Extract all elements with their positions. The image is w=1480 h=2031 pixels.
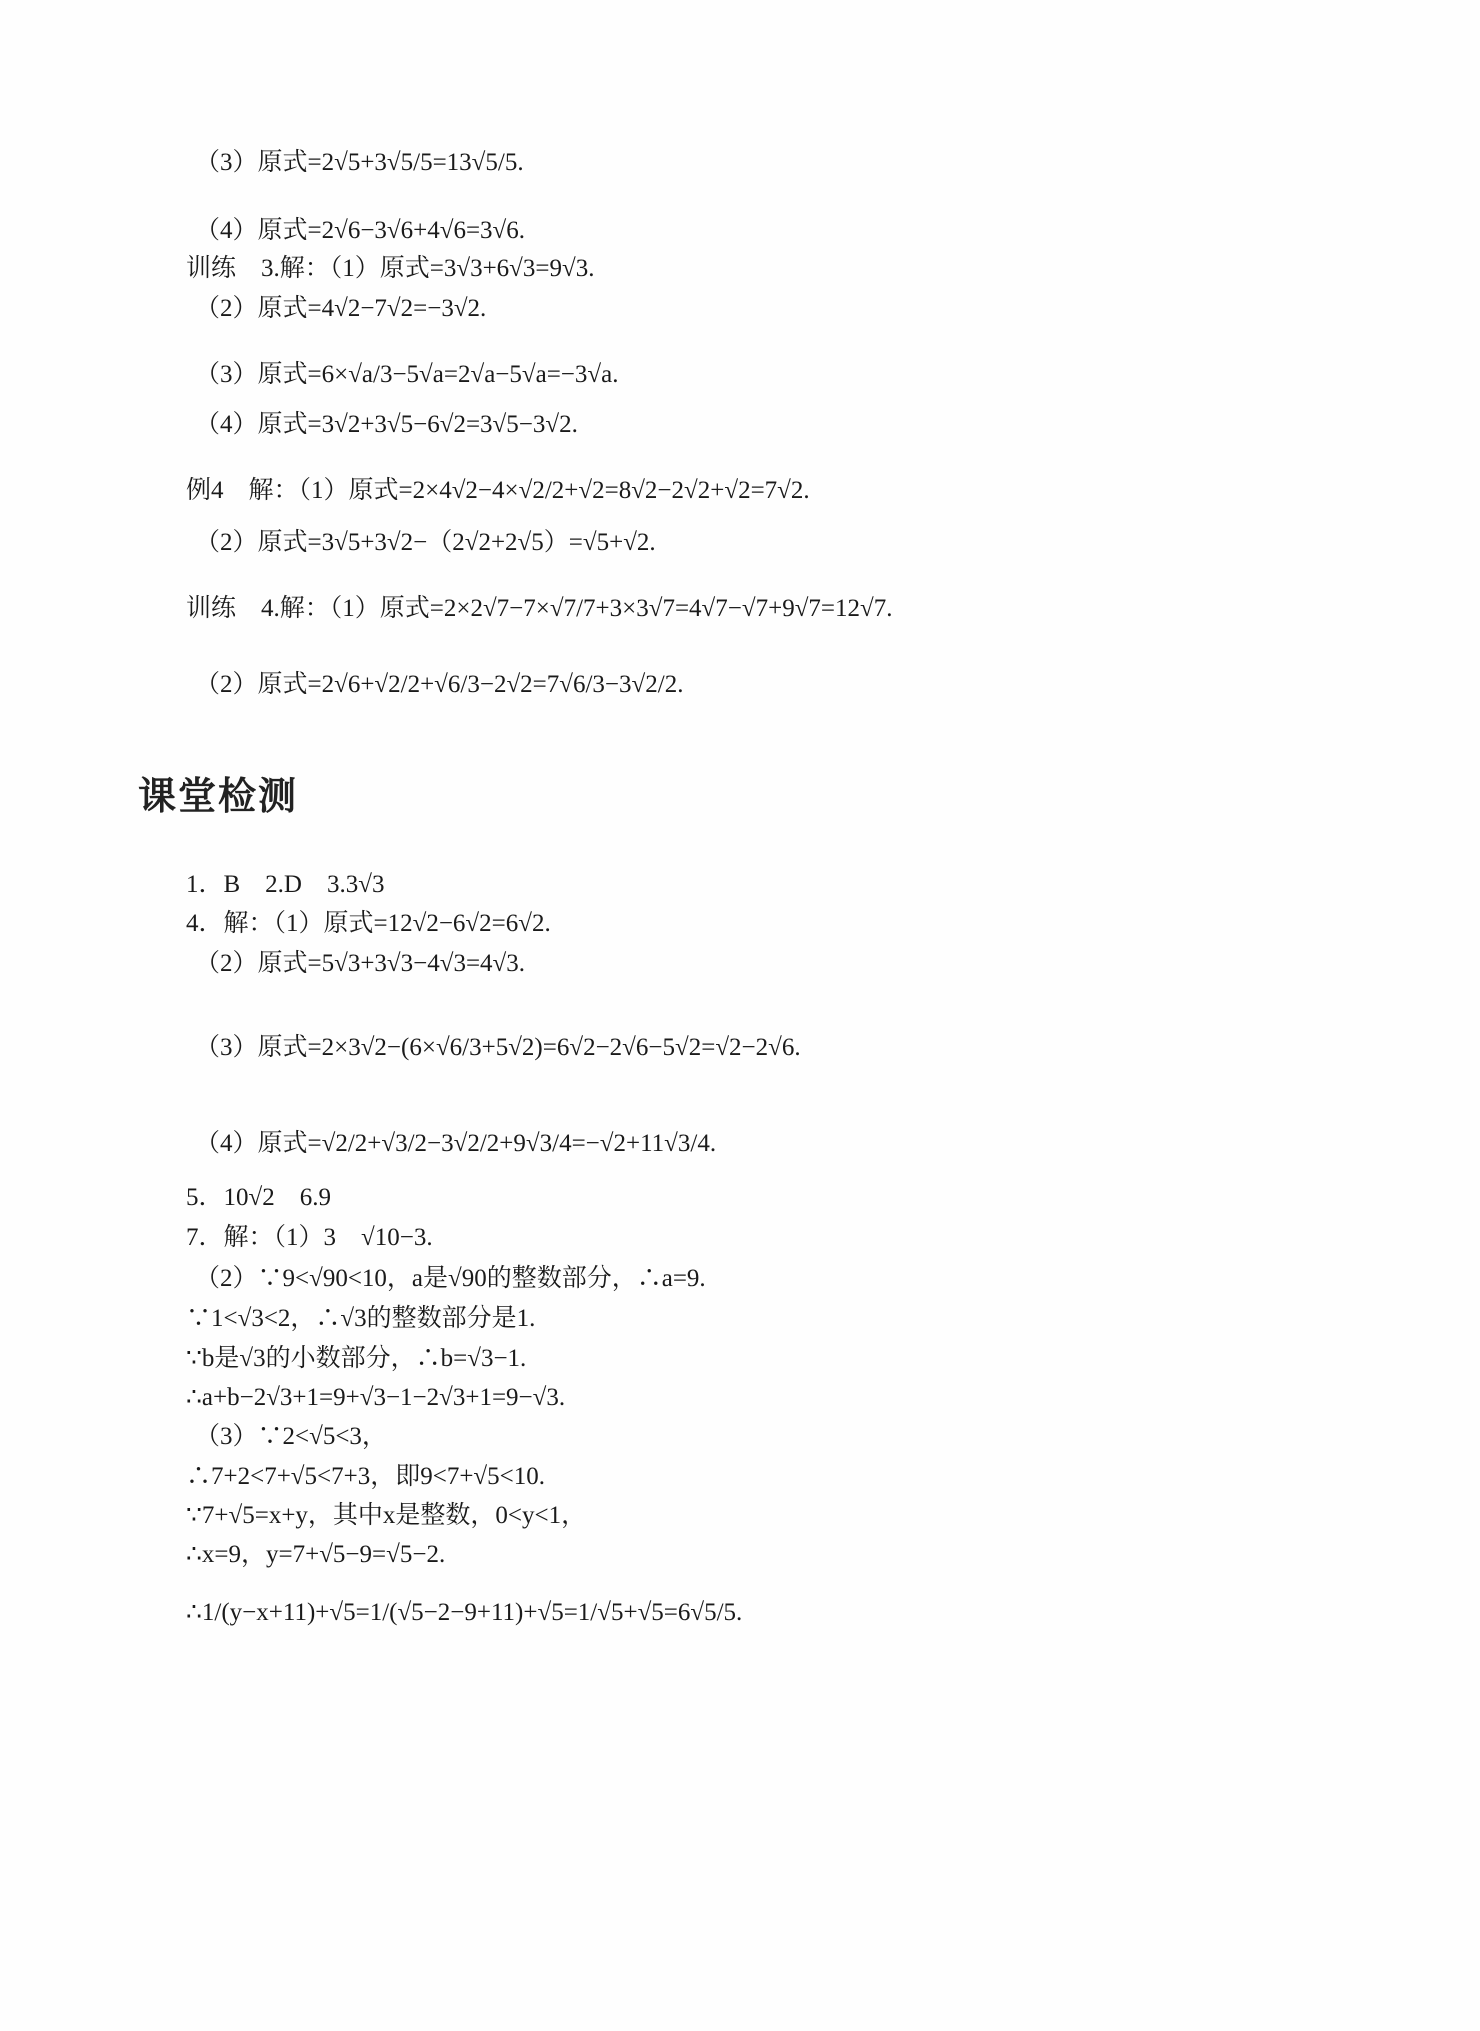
answer-line: （2）原式=5√3+3√3−4√3=4√3. (195, 950, 526, 977)
answer-line: （3）原式=2√5+3√5/5=13√5/5. (195, 149, 524, 176)
answer-line: ∴a+b−2√3+1=9+√3−1−2√3+1=9−√3. (186, 1384, 566, 1411)
answer-line: ∴1/(y−x+11)+√5=1/(√5−2−9+11)+√5=1/√5+√5=6√5/5. (186, 1599, 743, 1626)
answer-line: ∴x=9，y=7+√5−9=√5−2. (186, 1541, 446, 1568)
answer-line: （3）∵2<√5<3， (195, 1423, 387, 1450)
answer-line: （4）原式=3√2+3√5−6√2=3√5−3√2. (195, 411, 578, 438)
answer-line: 例4 解：（1）原式=2×4√2−4×√2/2+√2=8√2−2√2+√2=7√2. (186, 477, 810, 504)
answer-line: （3）原式=2×3√2−(6×√6/3+5√2)=6√2−2√6−5√2=√2−2√6. (195, 1034, 801, 1061)
answer-line: （3）原式=6×√a/3−5√a=2√a−5√a=−3√a. (195, 361, 619, 388)
answer-line: （2）∵9<√90<10，a是√90的整数部分，∴a=9. (195, 1265, 706, 1292)
answer-line: （4）原式=√2/2+√3/2−3√2/2+9√3/4=−√2+11√3/4. (195, 1130, 717, 1157)
section-heading: 课堂检测 (138, 774, 299, 818)
answer-line: ∴7+2<7+√5<7+3，即9<7+√5<10. (186, 1463, 545, 1490)
answer-line: （4）原式=2√6−3√6+4√6=3√6. (195, 217, 526, 244)
answer-line: 训练 3.解：（1）原式=3√3+6√3=9√3. (186, 255, 595, 282)
answer-line: ∵b是√3的小数部分，∴b=√3−1. (186, 1345, 527, 1372)
answer-line: （2）原式=4√2−7√2=−3√2. (195, 295, 487, 322)
answer-line: 4．解：（1）原式=12√2−6√2=6√2. (186, 910, 551, 937)
answer-line: 5．10√2 6.9 (186, 1184, 331, 1211)
answer-line: （2）原式=2√6+√2/2+√6/3−2√2=7√6/3−3√2/2. (195, 671, 684, 698)
answer-line: 1．B 2.D 3.3√3 (186, 871, 385, 898)
answer-line: ∵1<√3<2，∴√3的整数部分是1. (186, 1305, 536, 1332)
answer-line: （2）原式=3√5+3√2−（2√2+2√5）=√5+√2. (195, 529, 656, 556)
answer-line: 7．解：（1）3 √10−3. (186, 1224, 433, 1251)
answer-line: ∵7+√5=x+y，其中x是整数，0<y<1， (186, 1502, 587, 1529)
answer-line: 训练 4.解：（1）原式=2×2√7−7×√7/7+3×3√7=4√7−√7+9√7=12√7. (186, 595, 893, 622)
